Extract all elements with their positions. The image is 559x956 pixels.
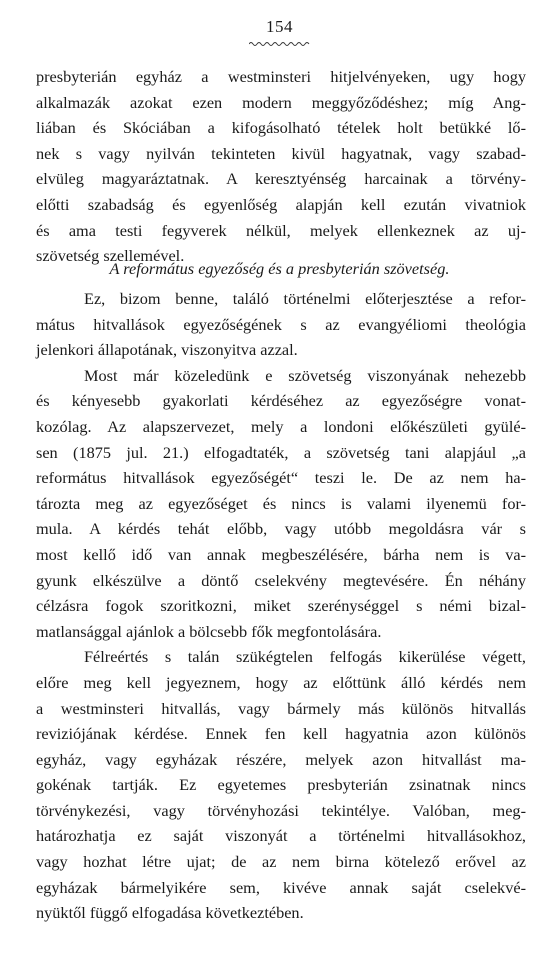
text-line: Félreértés s talán szükégtelen felfogás kikerülése végett, <box>84 647 526 667</box>
section-body <box>36 286 526 926</box>
text-line: előtti szabadság és egyenlőség alapján kell ezután vivatniok <box>36 194 526 214</box>
text-line: nek s vagy nyilván tekinteten kivül hagyatnak, vagy szabad- <box>36 143 526 163</box>
text-line: alkalmazák azokat ezen modern meggyőződéshez; míg Ang- <box>36 92 526 112</box>
wavy-rule-icon <box>249 41 311 47</box>
text-line: református hitvallások egyezőségét“ teszi le. De az nem ha- <box>36 468 526 488</box>
text-line: liában és Skóciában a kifogásolható tételek holt betükké lő- <box>36 118 526 138</box>
text-line: nyüktől függő elfogadása következtében. <box>36 903 304 923</box>
text-line: célzásra fogok szoritkozni, miket szerénységgel s némi bizal- <box>36 596 526 616</box>
text-line: Most már közeledünk e szövetség viszonyának nehezebb <box>84 365 526 385</box>
text-line: reviziójának kérdése. Ennek fen kell hagyatnia azon különös <box>36 724 526 744</box>
text-line: Ez, bizom benne, találó történelmi előterjesztése a refor- <box>84 289 526 308</box>
text-line: és kényesebb gyakorlati kérdéséhez az egyezőségre vonat- <box>36 391 526 411</box>
text-line: gyunk elkészülve a döntő cselekvény megtevésére. Én néhány <box>36 570 526 590</box>
text-line: most kellő idő van annak megbeszélésére, bárha nem is va- <box>36 544 526 564</box>
text-line: törvénykezési, vagy törvényhozási tekintélye. Valóban, meg- <box>36 800 526 820</box>
wavy-rule-ornament <box>0 40 559 49</box>
text-line: a westminsteri hitvallás, vagy bármely más különös hitvallás <box>36 698 526 718</box>
text-line: elvüleg magyaráztatnak. A keresztyénség harcainak a törvény- <box>36 169 526 189</box>
text-line: kozólag. Az alapszervezet, mely a londoni előkészületi gyülé- <box>36 416 526 436</box>
text-line: egyházak bármelyikére sem, kivéve annak saját cselekvé- <box>36 877 526 897</box>
text-line: egyház, vagy egyházak részére, melyek azon hitvallást ma- <box>36 749 526 769</box>
text-line: gokénak tartják. Ez egyetemes presbyterián zsinatnak nincs <box>36 775 526 795</box>
text-line: mátus hitvallások egyezőségének s az evangyéliomi theológia <box>36 314 526 334</box>
text-line: és ama testi fegyverek nélkül, melyek ellenkeznek az uj- <box>36 220 526 240</box>
text-line: előre meg kell jegyeznem, hogy az előttünk álló kérdés nem <box>36 672 526 692</box>
text-line: szövetség szellemével. <box>36 246 185 266</box>
text-line: tározta meg az egyezőséget és nincs is valami ilyenemü for- <box>36 493 526 513</box>
text-line: presbyterián egyház a westminsteri hitjelvényeken, ugy hogy <box>36 67 526 86</box>
text-line: vagy hozhat létre ujat; de az nem birna kötelező erővel az <box>36 852 526 872</box>
text-line: mula. A kérdés tehát előbb, vagy utóbb megoldásra vár s <box>36 519 526 539</box>
text-line: matlansággal ajánlok a bölcsebb fők megfontolására. <box>36 621 382 641</box>
text-line: határozhatja ez saját viszonyát a történelmi hitvallásokhoz, <box>36 826 526 846</box>
page-number: 154 <box>266 17 293 36</box>
section-heading: A református egyezőség és a presbyterián szövetség. <box>109 259 450 278</box>
text-line: sen (1875 jul. 21.) elfogadtaték, a szövetség tani alapjául „a <box>36 442 526 462</box>
text-line: jelenkori állapotának, viszonyitva azzal. <box>36 340 298 360</box>
paragraph-continuation <box>36 64 526 269</box>
